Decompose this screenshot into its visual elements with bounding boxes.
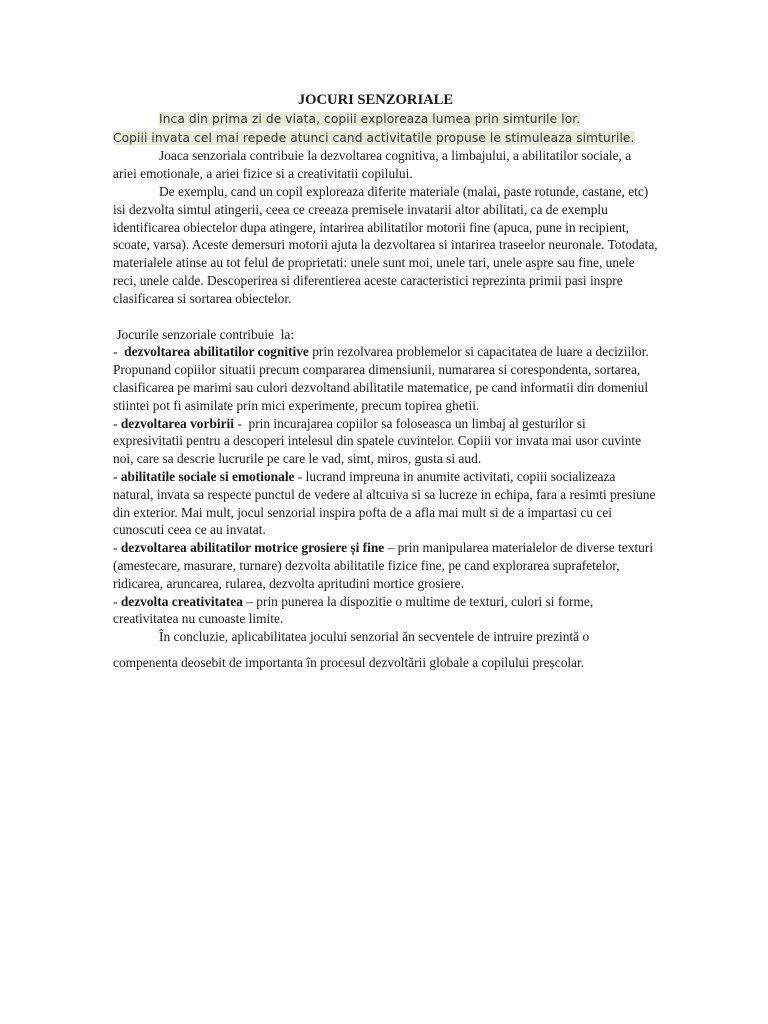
document-body [113,92,658,672]
document-title: JOCURI SENZORIALE [297,92,454,108]
list-item-creativity [113,593,658,629]
list-item-motor [113,539,658,592]
paragraph-1-text: Joaca senzoriala contribuie la dezvoltarea cognitiva, a limbajului, a abilitatilor sociale, a ariei emotionale, a ariei fizice si a creativitatii copilului. [113,148,632,182]
highlighted-intro-2: Copiii invata cel mai repede atunci cand activitatile propuse le stimuleaza simturile. [113,130,635,145]
paragraph-1 [113,147,658,183]
conclusion-line-2: compenenta deosebit de importanta în procesul dezvoltării globale a copilului preșcolar. [113,654,585,670]
highlighted-intro-1: Inca din prima zi de viata, copiii exploreaza lumea prin simturile lor. [159,111,581,126]
list-item-dash: - [113,468,121,484]
intro-line-2 [113,129,658,148]
list-item-dash: - [113,540,121,556]
conclusion-text-1: În concluzie, aplicabilitatea jocului senzorial ăn secventele de intruire prezintă o [159,629,590,645]
list-item-heading: abilitatile sociale si emotionale [120,468,295,484]
list-item-social [113,468,658,539]
list-intro: Jocurile senzoriale contribuie la: [113,326,295,342]
intro-line-1 [113,110,658,129]
list-item-dash: - [113,593,121,609]
list-item-dash: - [113,415,121,431]
list-item-heading: dezvoltarea abilitatilor cognitive [124,344,309,360]
list-item-text: - prin incurajarea copiilor sa foloseasca un limbaj al gesturilor si expresivitatii pentru a descoperi intelesul din spatele cuvintelor. Copiii vor invata mai usor cuvinte noi, care sa descrie lucrurile pe care le vad, simt, miros, gusta si aud. [113,415,645,467]
list-item-heading: dezvoltarea vorbirii [120,415,234,431]
list-item-text: – prin punerea la dispozitie o multime de texturi, culori si forme, creativitatea nu cunoaste limite. [113,593,594,627]
list-item-text: prin rezolvarea problemelor si capacitatea de luare a deciziilor. Propunand copiilor situatii precum compararea dimensiunii, numararea si corespondenta, sortarea, clasificarea pe marimi sau culori dezvoltand abilitatile matematice, pe cand informatii din domeniul stiintei pot fi asimilate prin mici experimente, precum topirea ghetii. [113,344,649,413]
list-item-cognitive [113,343,658,414]
list-item-speech [113,415,658,468]
paragraph-2-text: De exemplu, cand un copil exploreaza diferite materiale (malai, paste rotunde, castane, etc) isi dezvolta simtul atingerii, ceea ce creeaza premisele invatarii altor abilitati, ca de exemplu identificarea obiectelor dupa atingere, intarirea abilitatilor motorii fine (apuca, pune in recipient, scoate, varsa). Aceste demersuri motorii ajuta la dezvoltarea si intarirea traseelor neuronale. Totodata, materialele atinse au tot felul de proprietati: unele sunt moi, unele tari, unele aspre sau fine, unele reci, unele calde. Descoperirea si diferentierea aceste caracteristici reprezinta primii pasi inspre clasificarea si sortarea obiectelor. [113,183,658,306]
list-item-heading: dezvoltarea abilitatilor motrice grosiere și fine [120,540,385,556]
paragraph-2 [113,183,658,308]
list-item-text: – prin manipularea materialelor de diverse texturi (amestecare, masurare, turnare) dezvolta abilitatile fizice fine, pe cand explorarea suprafetelor, ridicarea, aruncarea, rularea, dezvolta apritudini mortice grosiere. [113,540,654,591]
list-item-heading: dezvolta creativitatea [120,593,243,609]
blank-line [113,308,658,326]
list-item-dash: - [113,344,125,360]
conclusion-line-1 [113,628,658,646]
list-item-text: - lucrand impreuna in anumite activitati, copiii socializeaza natural, invata sa respecte punctul de vedere al altcuiva si sa lucreze in echipa, fara a resimti presiune din exterior. Mai mult, jocul senzorial inspira pofta de a afla mai mult si de a impartasi cu cei cunoscuti ceea ce au invatat. [113,468,656,538]
